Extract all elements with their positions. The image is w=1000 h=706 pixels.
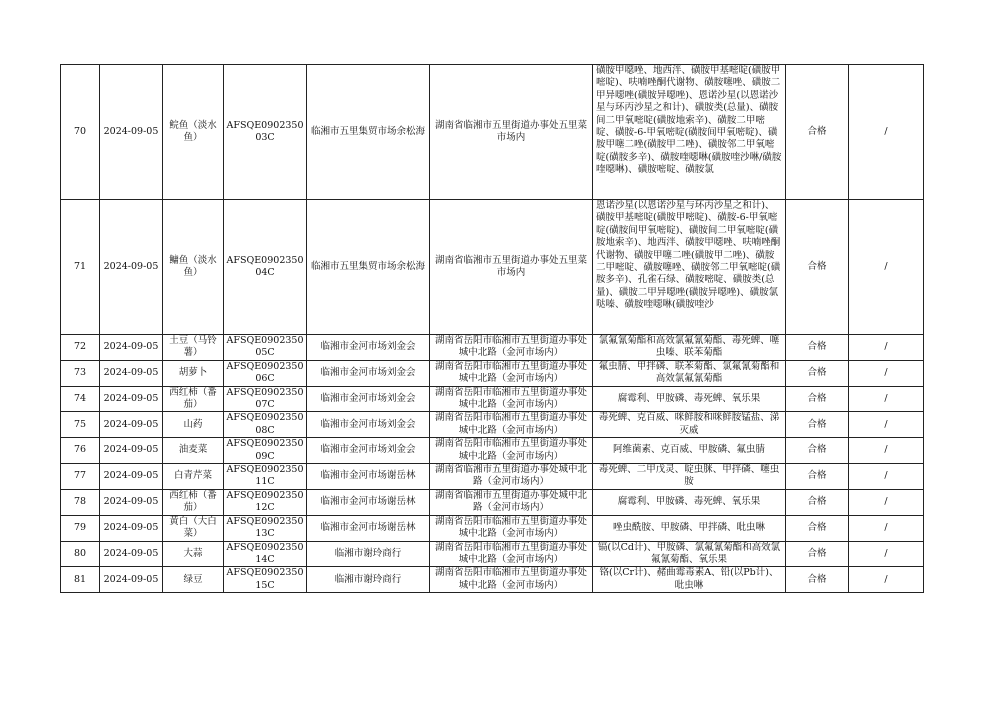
remark: / <box>849 515 924 541</box>
row-number: 71 <box>61 200 100 335</box>
test-result: 合格 <box>786 386 849 412</box>
row-number: 70 <box>61 65 100 200</box>
row-number: 79 <box>61 515 100 541</box>
remark: / <box>849 65 924 200</box>
vendor-name: 临湘市金河市场谢岳林 <box>307 489 430 515</box>
sample-code: AFSQE090235003C <box>224 65 307 200</box>
sample-name: 土豆（马铃薯） <box>163 335 224 361</box>
test-items: 氟虫腈、甲拌磷、联苯菊酯、氯氟氰菊酯和高效氯氟氰菊酯 <box>593 360 786 386</box>
table-row <box>61 360 924 386</box>
row-number: 73 <box>61 360 100 386</box>
vendor-name: 临湘市谢玲商行 <box>307 567 430 593</box>
row-number: 81 <box>61 567 100 593</box>
vendor-name: 临湘市金河市场刘金会 <box>307 360 430 386</box>
remark: / <box>849 335 924 361</box>
sampling-date: 2024-09-05 <box>100 386 163 412</box>
sample-name: 黄白（大白菜） <box>163 515 224 541</box>
sample-code: AFSQE090235007C <box>224 386 307 412</box>
row-number: 78 <box>61 489 100 515</box>
vendor-address: 湖南省临湘市五里街道办事处城中北路（金河市场内） <box>430 489 593 515</box>
sample-code: AFSQE090235009C <box>224 438 307 464</box>
vendor-address: 湖南省岳阳市临湘市五里街道办事处城中北路（金河市场内） <box>430 438 593 464</box>
sampling-date: 2024-09-05 <box>100 464 163 490</box>
test-items: 阿维菌素、克百威、甲胺磷、氟虫腈 <box>593 438 786 464</box>
table-row <box>61 438 924 464</box>
table-row <box>61 567 924 593</box>
sample-code: AFSQE090235012C <box>224 489 307 515</box>
remark: / <box>849 412 924 438</box>
sample-code: AFSQE090235013C <box>224 515 307 541</box>
vendor-address: 湖南省岳阳市临湘市五里街道办事处城中北路（金河市场内） <box>430 541 593 567</box>
test-result: 合格 <box>786 489 849 515</box>
test-items <box>593 65 786 200</box>
sample-name: 西红柿（番茄） <box>163 386 224 412</box>
table-row <box>61 200 924 335</box>
vendor-name: 临湘市金河市场刘金会 <box>307 335 430 361</box>
remark: / <box>849 464 924 490</box>
test-result: 合格 <box>786 65 849 200</box>
row-number: 77 <box>61 464 100 490</box>
table-row <box>61 412 924 438</box>
remark: / <box>849 541 924 567</box>
sample-name: 鲩鱼（淡水鱼） <box>163 65 224 200</box>
sample-code: AFSQE090235004C <box>224 200 307 335</box>
vendor-address: 湖南省岳阳市临湘市五里街道办事处城中北路（金河市场内） <box>430 412 593 438</box>
sample-name: 白青芹菜 <box>163 464 224 490</box>
test-items-text: 磺胺甲噁唑、地西泮、磺胺甲基嘧啶(磺胺甲嘧啶)、呋喃唑酮代谢物、磺胺噻唑、磺胺二甲异噁唑(磺胺异噁唑)、恩诺沙星(以恩诺沙星与环丙沙星之和计)、磺胺类(总量)、磺胺间二甲氧嘧啶(磺胺地索辛)、磺胺二甲嘧啶、磺胺-6-甲氧嘧啶(磺胺间甲氧嘧啶)、磺胺甲噻二唑(磺胺甲二唑)、磺胺邻二甲氧嘧啶(磺胺多辛)、磺胺喹噁啉(磺胺喹沙啉/磺胺喹噁啉)、磺胺嘧啶、磺胺氯 <box>596 65 782 176</box>
remark: / <box>849 386 924 412</box>
sampling-date: 2024-09-05 <box>100 335 163 361</box>
test-result: 合格 <box>786 335 849 361</box>
test-items: 毒死蜱、二甲戊灵、啶虫脒、甲拌磷、噻虫胺 <box>593 464 786 490</box>
test-result: 合格 <box>786 515 849 541</box>
vendor-name: 临湘市金河市场谢岳林 <box>307 515 430 541</box>
remark: / <box>849 567 924 593</box>
row-number: 75 <box>61 412 100 438</box>
test-items: 唑虫酰胺、甲胺磷、甲拌磷、吡虫啉 <box>593 515 786 541</box>
test-items-text: 恩诺沙星(以恩诺沙星与环丙沙星之和计)、磺胺甲基嘧啶(磺胺甲嘧啶)、磺胺-6-甲氧嘧啶(磺胺间甲氧嘧啶)、磺胺间二甲氧嘧啶(磺胺地索辛)、地西泮、磺胺甲噁唑、呋喃唑酮代谢物、磺胺甲噻二唑(磺胺甲二唑)、磺胺二甲嘧啶、磺胺噻唑、磺胺邻二甲氧嘧啶(磺胺多辛)、孔雀石绿、磺胺嘧啶、磺胺类(总量)、磺胺二甲异噁唑(磺胺异噁唑)、磺胺氯哒嗪、磺胺喹噁啉(磺胺喹沙 <box>596 200 781 311</box>
vendor-address: 湖南省临湘市五里街道办事处五里菜市场内 <box>430 200 593 335</box>
test-items: 氯氟氰菊酯和高效氯氟氰菊酯、毒死蜱、噻虫嗪、联苯菊酯 <box>593 335 786 361</box>
sample-code: AFSQE090235015C <box>224 567 307 593</box>
test-items <box>593 200 786 335</box>
remark: / <box>849 200 924 335</box>
test-result: 合格 <box>786 438 849 464</box>
table-row <box>61 464 924 490</box>
vendor-name: 临湘市金河市场刘金会 <box>307 438 430 464</box>
vendor-name: 临湘市谢玲商行 <box>307 541 430 567</box>
vendor-name: 临湘市金河市场刘金会 <box>307 412 430 438</box>
sampling-date: 2024-09-05 <box>100 438 163 464</box>
sample-code: AFSQE090235014C <box>224 541 307 567</box>
vendor-address: 湖南省岳阳市临湘市五里街道办事处城中北路（金河市场内） <box>430 335 593 361</box>
sampling-date: 2024-09-05 <box>100 567 163 593</box>
sampling-date: 2024-09-05 <box>100 489 163 515</box>
sample-name: 鳙鱼（淡水鱼） <box>163 200 224 335</box>
table-row <box>61 541 924 567</box>
sampling-date: 2024-09-05 <box>100 515 163 541</box>
table-row <box>61 489 924 515</box>
vendor-name: 临湘市金河市场谢岳林 <box>307 464 430 490</box>
sample-code: AFSQE090235011C <box>224 464 307 490</box>
test-result: 合格 <box>786 464 849 490</box>
remark: / <box>849 360 924 386</box>
table-row <box>61 65 924 200</box>
sample-code: AFSQE090235005C <box>224 335 307 361</box>
test-items: 镉(以Cd计)、甲胺磷、氯氟氰菊酯和高效氯氟氰菊酯、氧乐果 <box>593 541 786 567</box>
row-number: 76 <box>61 438 100 464</box>
test-result: 合格 <box>786 360 849 386</box>
test-items: 毒死蜱、克百威、咪鲜胺和咪鲜胺锰盐、涕灭威 <box>593 412 786 438</box>
sample-name: 胡萝卜 <box>163 360 224 386</box>
vendor-name: 临湘市金河市场刘金会 <box>307 386 430 412</box>
remark: / <box>849 489 924 515</box>
sample-code: AFSQE090235006C <box>224 360 307 386</box>
sampling-date: 2024-09-05 <box>100 65 163 200</box>
row-number: 80 <box>61 541 100 567</box>
test-items: 铬(以Cr计)、赭曲霉毒素A、铅(以Pb计)、吡虫啉 <box>593 567 786 593</box>
table-row <box>61 515 924 541</box>
sampling-date: 2024-09-05 <box>100 541 163 567</box>
vendor-address: 湖南省岳阳市临湘市五里街道办事处城中北路（金河市场内） <box>430 386 593 412</box>
test-result: 合格 <box>786 200 849 335</box>
row-number: 72 <box>61 335 100 361</box>
row-number: 74 <box>61 386 100 412</box>
inspection-table <box>60 64 924 593</box>
table-row <box>61 386 924 412</box>
vendor-name: 临湘市五里集贸市场余松海 <box>307 65 430 200</box>
sampling-date: 2024-09-05 <box>100 200 163 335</box>
test-items: 腐霉利、甲胺磷、毒死蜱、氧乐果 <box>593 386 786 412</box>
sample-name: 绿豆 <box>163 567 224 593</box>
vendor-address: 湖南省岳阳市临湘市五里街道办事处城中北路（金河市场内） <box>430 515 593 541</box>
vendor-address: 湖南省岳阳市临湘市五里街道办事处城中北路（金河市场内） <box>430 567 593 593</box>
sampling-date: 2024-09-05 <box>100 360 163 386</box>
sample-code: AFSQE090235008C <box>224 412 307 438</box>
test-result: 合格 <box>786 412 849 438</box>
test-result: 合格 <box>786 567 849 593</box>
vendor-address: 湖南省临湘市五里街道办事处城中北路（金河市场内） <box>430 464 593 490</box>
vendor-address: 湖南省临湘市五里街道办事处五里菜市场内 <box>430 65 593 200</box>
sample-name: 西红柿（番茄） <box>163 489 224 515</box>
sample-name: 油麦菜 <box>163 438 224 464</box>
vendor-address: 湖南省岳阳市临湘市五里街道办事处城中北路（金河市场内） <box>430 360 593 386</box>
sample-name: 大蒜 <box>163 541 224 567</box>
sample-name: 山药 <box>163 412 224 438</box>
vendor-name: 临湘市五里集贸市场余松海 <box>307 200 430 335</box>
test-result: 合格 <box>786 541 849 567</box>
remark: / <box>849 438 924 464</box>
table-row <box>61 335 924 361</box>
test-items: 腐霉利、甲胺磷、毒死蜱、氧乐果 <box>593 489 786 515</box>
sampling-date: 2024-09-05 <box>100 412 163 438</box>
